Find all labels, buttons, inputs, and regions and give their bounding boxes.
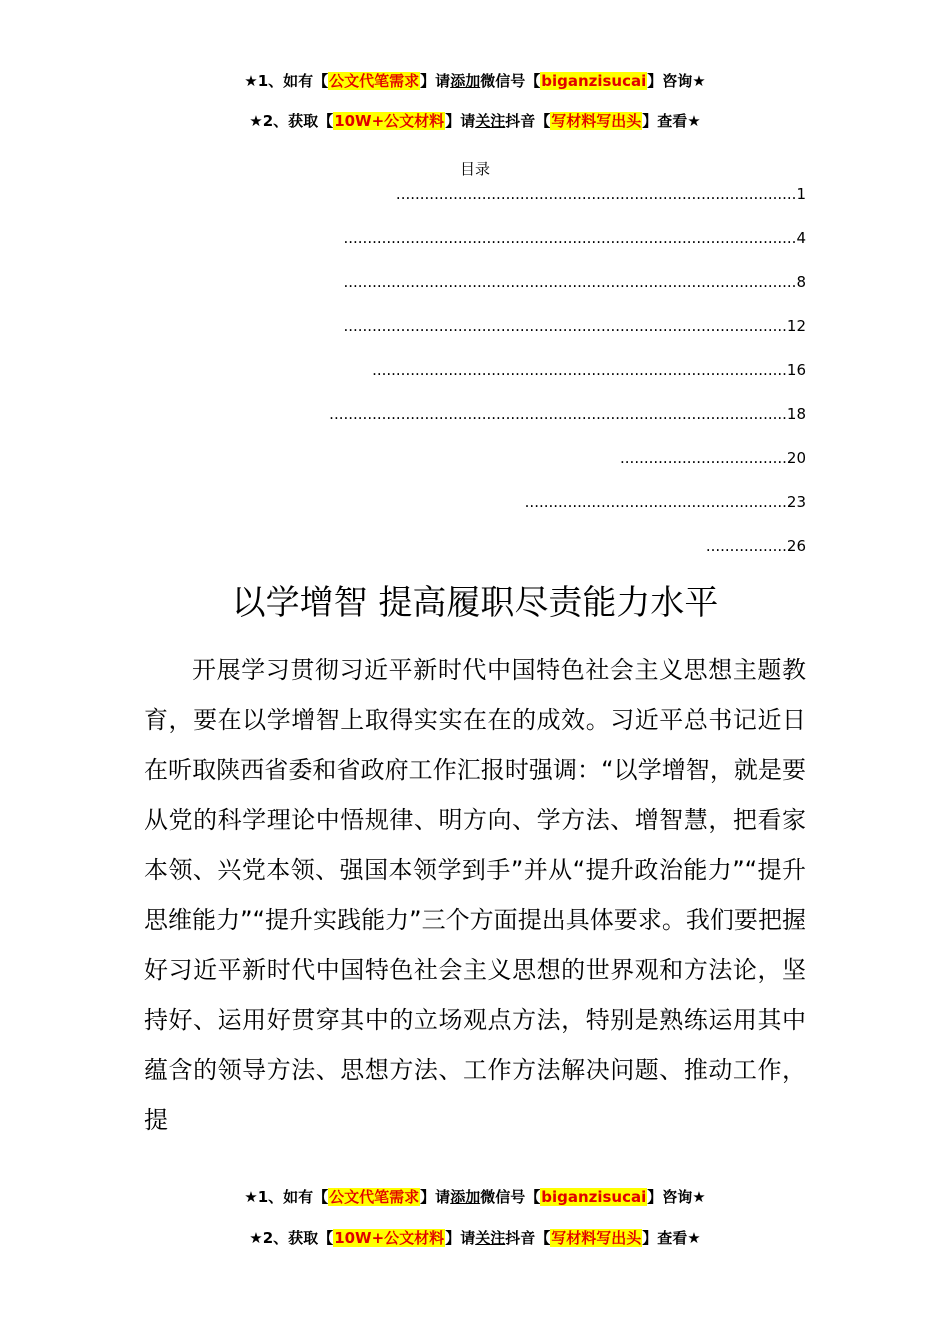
toc-leader: .......................................................................................	[372, 361, 787, 379]
bottom-banner-line2: ★2、获取【10W+公文材料】请关注抖音【写材料写出头】查看★	[249, 1229, 701, 1247]
toc-entry[interactable]: ....................................................................................1	[395, 185, 806, 203]
top-banner-line1: ★1、如有【公文代笔需求】请添加微信号【biganzisucai】咨询★	[244, 72, 706, 90]
highlight-service: 公文代笔需求	[329, 1188, 420, 1206]
toc-leader: .......................................................	[524, 493, 787, 511]
toc-entry[interactable]: ................................................................................................18	[329, 405, 806, 423]
highlight-service: 公文代笔需求	[329, 72, 420, 90]
toc-entry[interactable]: ...................................20	[620, 449, 806, 467]
toc-leader: ...............................................................................................	[343, 273, 797, 291]
toc-entry[interactable]: .......................................................23	[524, 493, 806, 511]
article-paragraph: 开展学习贯彻习近平新时代中国特色社会主义思想主题教育，要在以学增智上取得实实在在的成效。习近平总书记近日在听取陕西省委和省政府工作汇报时强调：“以学增智，就是要从党的科学理论中悟规律、明方向、学方法、增智慧，把看家本领、兴党本领、强国本领学到手”并从“提升政治能力”“提升思维能力”“提升实践能力”三个方面提出具体要求。我们要把握好习近平新时代中国特色社会主义思想的世界观和方法论，坚持好、运用好贯穿其中的立场观点方法，特别是熟练运用其中蕴含的领导方法、思想方法、工作方法解决问题、推动工作，提	[144, 656, 806, 1134]
highlight-douyin: 写材料写出头	[551, 1229, 642, 1247]
toc-leader: ................................................................................................	[329, 405, 787, 423]
article-title: 以学增智 提高履职尽责能力水平	[231, 583, 719, 623]
toc-title: 目录	[459, 160, 490, 178]
highlight-materials: 10W+公文材料	[334, 1229, 445, 1247]
toc-leader: ....................................................................................	[395, 185, 797, 203]
highlight-douyin: 写材料写出头	[551, 112, 642, 130]
toc-entry[interactable]: .............................................................................................12	[343, 317, 806, 335]
toc-leader: ...................................	[620, 449, 787, 467]
toc-leader: ...............................................................................................	[343, 229, 797, 247]
toc-entry[interactable]: .......................................................................................16	[372, 361, 806, 379]
top-banner-line2: ★2、获取【10W+公文材料】请关注抖音【写材料写出头】查看★	[249, 112, 701, 130]
highlight-wechat-id: biganzisucai	[541, 1188, 647, 1206]
toc-leader: .................	[705, 537, 787, 555]
highlight-materials: 10W+公文材料	[334, 112, 445, 130]
highlight-wechat-id: biganzisucai	[541, 72, 647, 90]
toc-leader: .............................................................................................	[343, 317, 787, 335]
bottom-banner-line1: ★1、如有【公文代笔需求】请添加微信号【biganzisucai】咨询★	[244, 1188, 706, 1206]
toc-entry[interactable]: .................26	[705, 537, 806, 555]
toc-entry[interactable]: ...............................................................................................4	[343, 229, 806, 247]
toc-entry[interactable]: ...............................................................................................8	[343, 273, 806, 291]
